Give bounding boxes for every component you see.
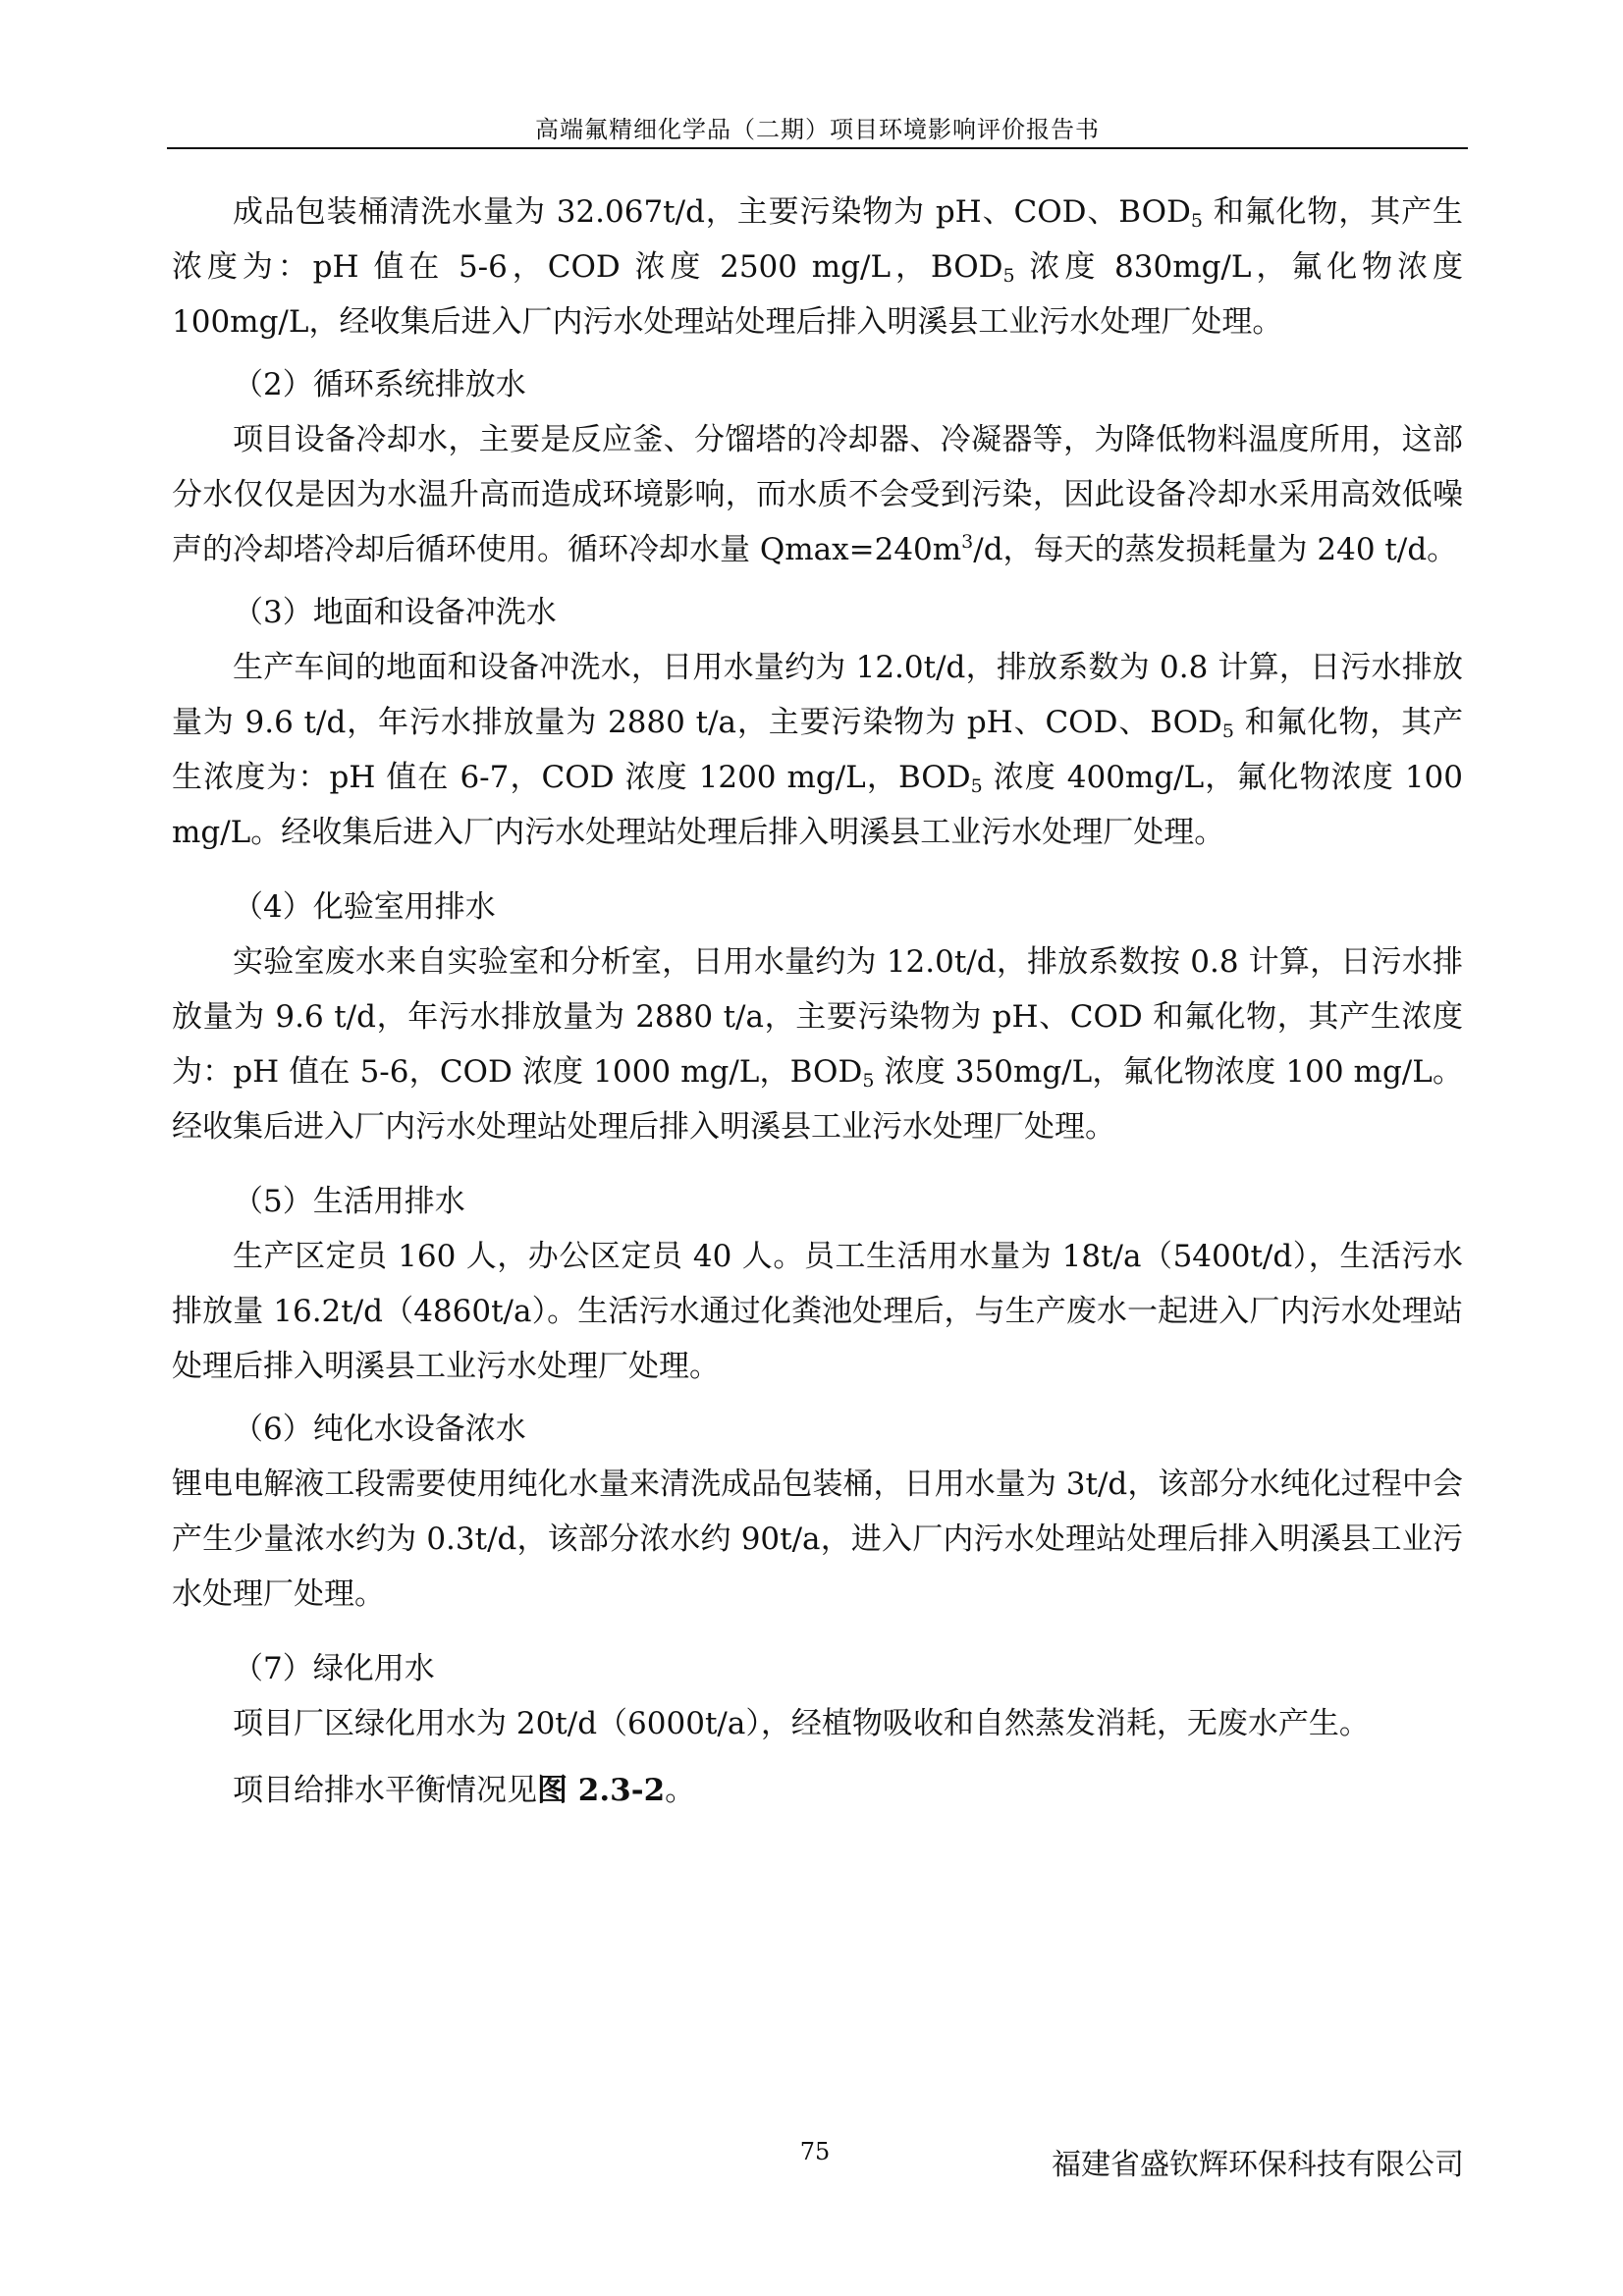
paragraph-circulation: 项目设备冷却水，主要是反应釜、分馏塔的冷却器、冷凝器等，为降低物料温度所用，这部分水仅仅是因为水温升高而造成环境影响，而水质不会受到污染，因此设备冷却水采用高效低噪声的冷却塔冷却后循环使用。循环冷却水量 $Qmax=240m^3/d$，每天的蒸发损耗量为 240 t/d。 xyxy=(172,422,1463,567)
running-header: 高端氟精细化学品（二期）项目环境影响评价报告书 xyxy=(535,116,1100,143)
paragraph-floor-wash: 生产车间的地面和设备冲洗水，日用水量约为 12.0t/d，排放系数为 0.8 计算，日污水排放量为 9.6 t/d，年污水排放量为 2880 t/a，主要污染物为 pH、COD、$BOD_5$ 和氟化物，其产生浓度为：pH 值在 6-7，COD 浓度 1200 mg/L，$BOD_5$ 浓度 400mg/L，氟化物浓度 100 mg/L。经收集后进入厂内污水处理站处理后排入明溪县工业污水处理厂处理。 xyxy=(172,650,1463,850)
heading-circulation: （2）循环系统排放水 xyxy=(233,367,526,402)
paragraph-packaging-wash: 成品包装桶清洗水量为 32.067t/d，主要污染物为 pH、COD、$BOD_5$ 和氟化物，其产生浓度为：pH 值在 5-6，COD 浓度 2500 mg/L，$BOD_5$ 浓度 830mg/L，氟化物浓度 100mg/L，经收集后进入厂内污水处理站处理后排入明溪县工业污水处理厂处理。 xyxy=(172,194,1463,340)
paragraph-lab: 实验室废水来自实验室和分析室，日用水量约为 12.0t/d，排放系数按 0.8 计算，日污水排放量为 9.6 t/d，年污水排放量为 2880 t/a，主要污染物为 pH、COD 和氟化物，其产生浓度为：pH 值在 5-6，COD 浓度 1000 mg/L，$BOD_5$ 浓度 350mg/L，氟化物浓度 100 mg/L。经收集后进入厂内污水处理站处理后排入明溪县工业污水处理厂处理。 xyxy=(172,944,1463,1145)
heading-floor-wash: （3）地面和设备冲洗水 xyxy=(233,595,557,630)
heading-lab: （4）化验室用排水 xyxy=(233,889,496,925)
paragraph-balance: 项目给排水平衡情况见图 2.3-2。 xyxy=(233,1773,696,1808)
heading-greening: （7）绿化用水 xyxy=(233,1651,435,1686)
paragraph-greening: 项目厂区绿化用水为 20t/d（6000t/a），经植物吸收和自然蒸发消耗，无废水产生。 xyxy=(233,1706,1370,1741)
heading-pure-water: （6）纯化水设备浓水 xyxy=(233,1412,526,1447)
page-number: 75 xyxy=(799,2138,831,2165)
paragraph-domestic: 生产区定员 160 人，办公区定员 40 人。员工生活用水量为 18t/a（5400t/d），生活污水排放量 16.2t/d（4860t/a）。生活污水通过化粪池处理后，与生产废水一起进入厂内污水处理站处理后排入明溪县工业污水处理厂处理。 xyxy=(172,1239,1463,1384)
footer-organization: 福建省盛钦辉环保科技有限公司 xyxy=(1052,2148,1464,2182)
paragraph-pure-water: 锂电电解液工段需要使用纯化水量来清洗成品包装桶，日用水量为 3t/d，该部分水纯化过程中会产生少量浓水约为 0.3t/d，该部分浓水约 90t/a，进入厂内污水处理站处理后排入明溪县工业污水处理厂处理。 xyxy=(172,1467,1463,1612)
heading-domestic: （5）生活用排水 xyxy=(233,1184,465,1219)
header-rule xyxy=(167,147,1468,149)
body-text xyxy=(172,185,1463,1818)
figure-reference[interactable]: 图 2.3-2 xyxy=(537,1773,666,1808)
